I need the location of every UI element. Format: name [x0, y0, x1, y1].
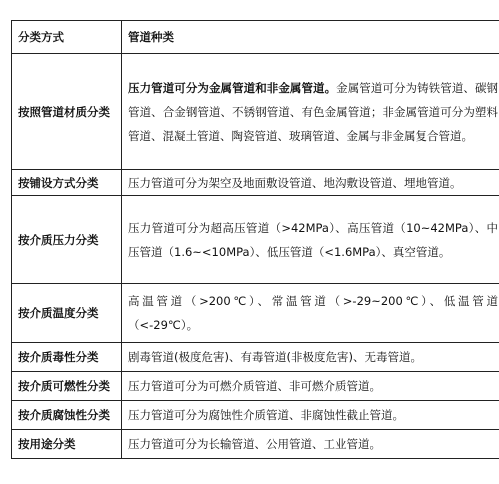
types-cell: 压力管道可分为可燃介质管道、非可燃介质管道。	[122, 372, 499, 401]
header-types-cell: 管道种类	[122, 21, 499, 54]
method-cell: 按介质毒性分类	[12, 343, 122, 372]
method-cell: 按照管道材质分类	[12, 54, 122, 170]
types-cell: 高温管道（>200℃）、常温管道（>-29~200℃）、低温管道（<-29℃）。	[122, 284, 499, 343]
table-row	[12, 54, 499, 170]
method-cell: 按用途分类	[12, 430, 122, 459]
method-cell: 按介质腐蚀性分类	[12, 401, 122, 430]
method-cell: 按介质温度分类	[12, 284, 122, 343]
table-header-row	[12, 21, 499, 54]
table-row	[12, 284, 499, 343]
table-row	[12, 343, 499, 372]
method-cell: 按介质可燃性分类	[12, 372, 122, 401]
table-row	[12, 372, 499, 401]
types-cell: 剧毒管道(极度危害)、有毒管道(非极度危害)、无毒管道。	[122, 343, 499, 372]
table-row	[12, 170, 499, 196]
types-text: 金属管道可分为铸铁管道、碳钢管道、合金钢管道、不锈钢管道、有色金属管道；非金属管道可分为塑料管道、混凝土管道、陶瓷管道、玻璃管道、金属与非金属复合管道。	[128, 80, 499, 143]
table-row	[12, 401, 499, 430]
types-cell: 压力管道可分为超高压管道（>42MPa）、高压管道（10~42MPa）、中压管道（1.6~<10MPa）、低压管道（<1.6MPa）、真空管道。	[122, 196, 499, 284]
types-cell: 压力管道可分为架空及地面敷设管道、地沟敷设管道、埋地管道。	[122, 170, 499, 196]
types-lead-text: 压力管道可分为金属管道和非金属管道。	[128, 80, 337, 95]
table-row	[12, 430, 499, 459]
types-cell: 压力管道可分为长输管道、公用管道、工业管道。	[122, 430, 499, 459]
types-cell	[122, 54, 499, 170]
table-row	[12, 196, 499, 284]
types-cell: 压力管道可分为腐蚀性介质管道、非腐蚀性截止管道。	[122, 401, 499, 430]
method-cell: 按铺设方式分类	[12, 170, 122, 196]
pipeline-classification-table	[11, 20, 499, 459]
header-method-cell: 分类方式	[12, 21, 122, 54]
method-cell: 按介质压力分类	[12, 196, 122, 284]
